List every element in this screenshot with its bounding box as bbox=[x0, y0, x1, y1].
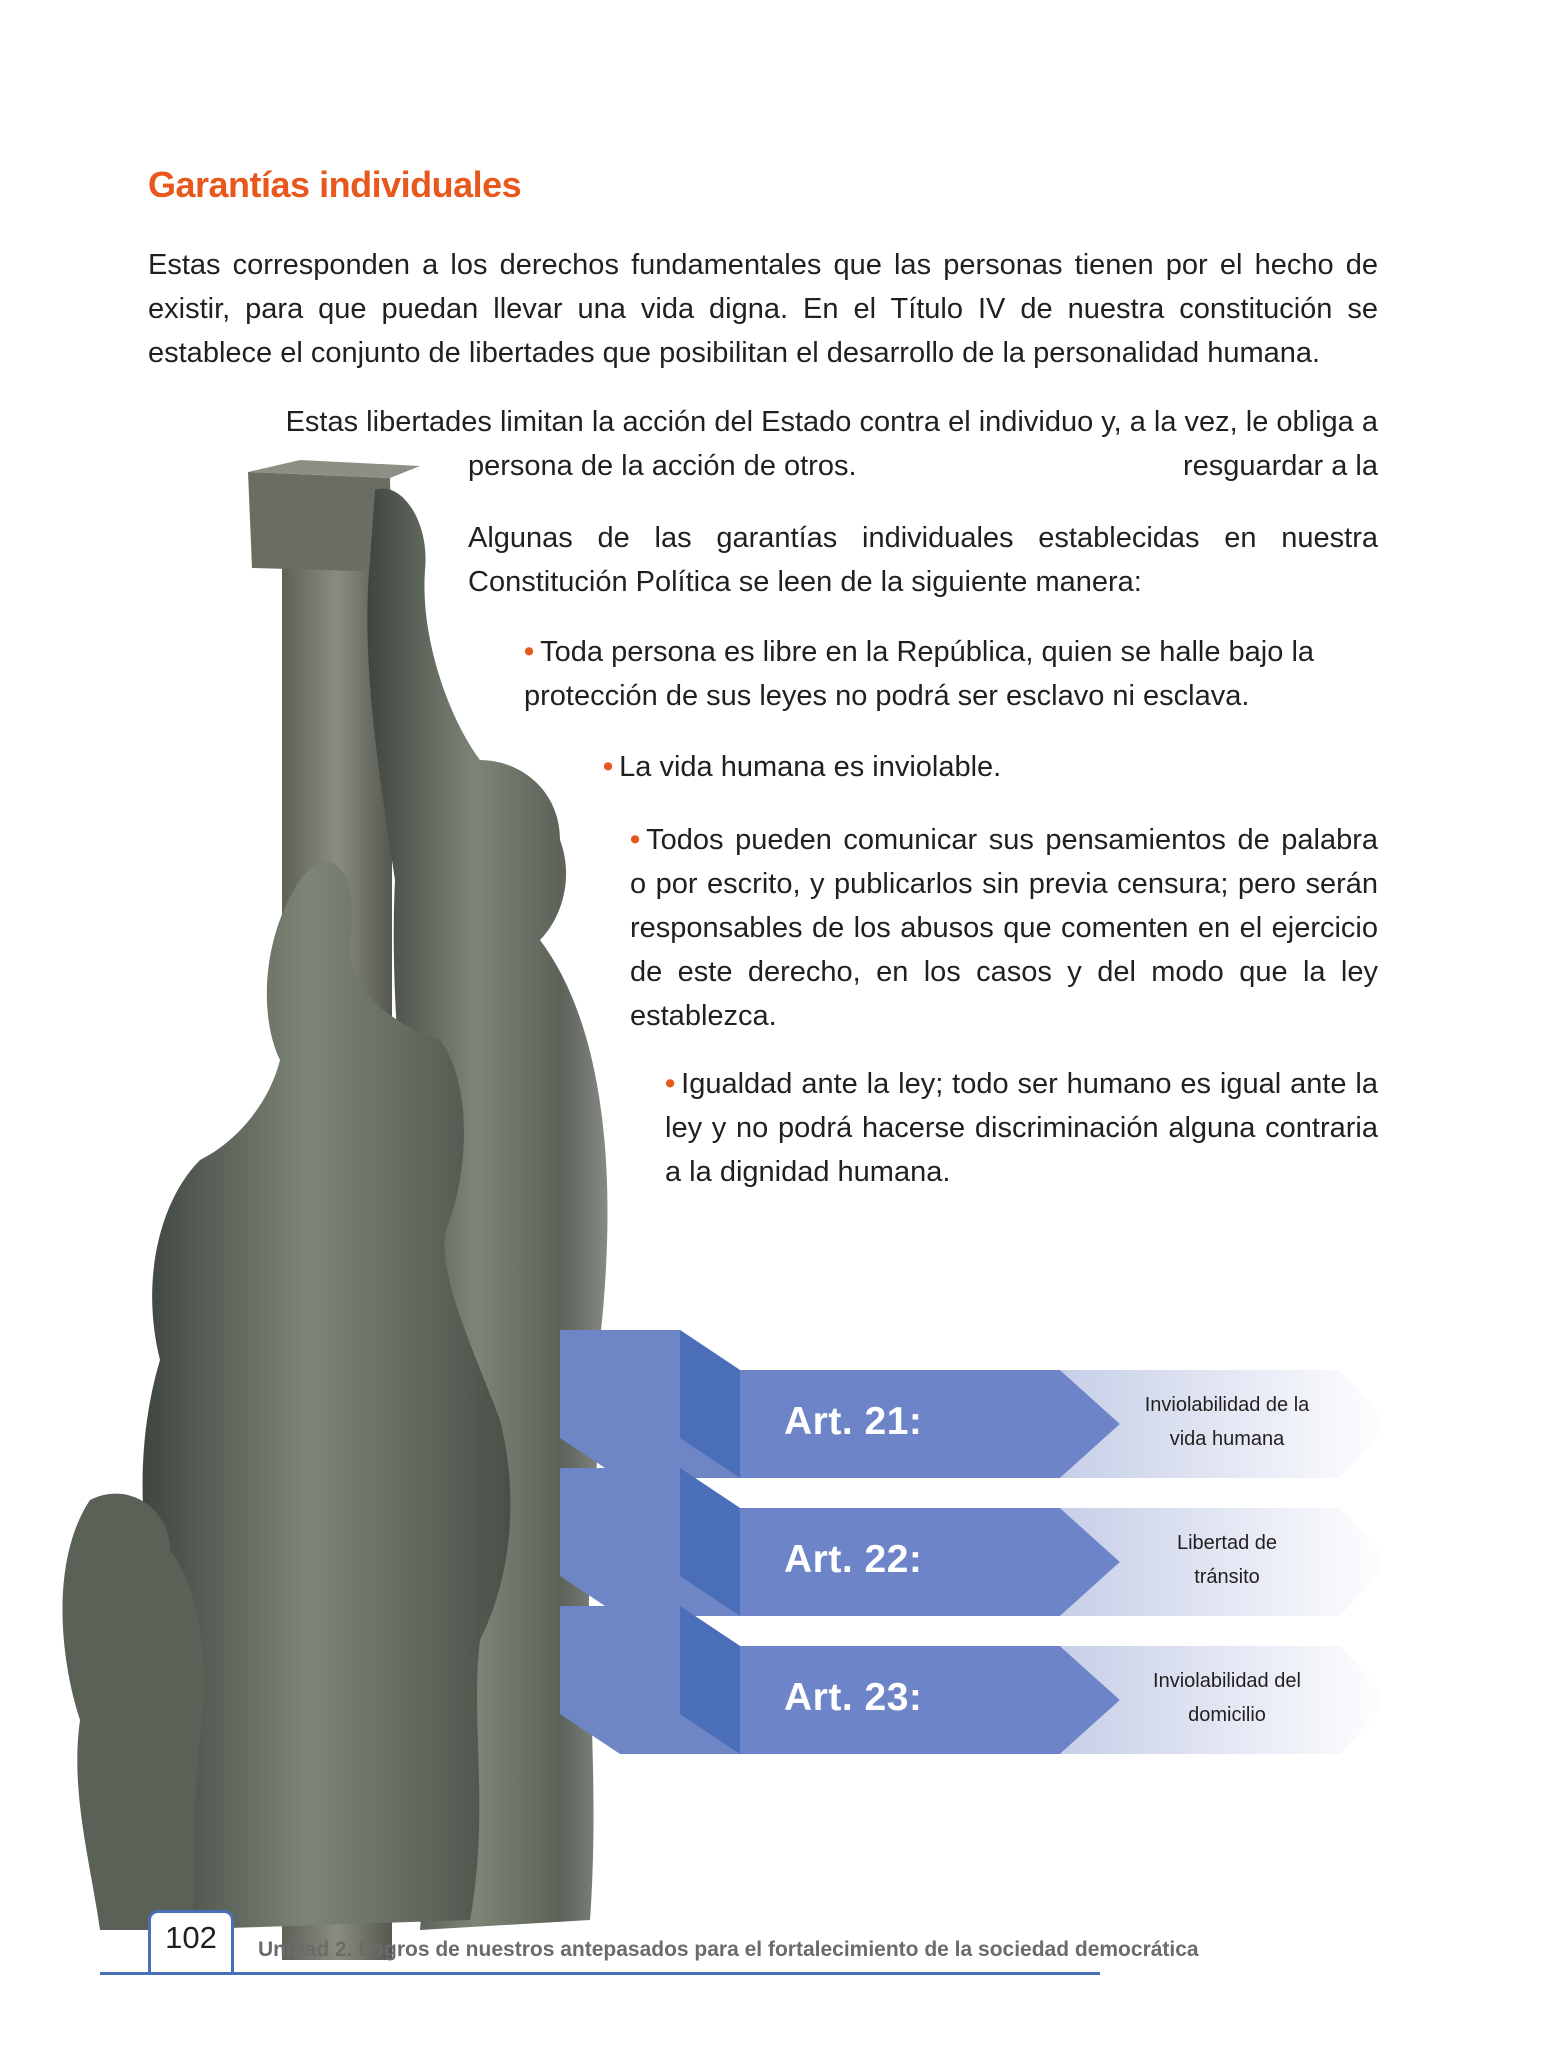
bullet-dot-icon: • bbox=[665, 1068, 676, 1100]
bullet-dot-icon: • bbox=[603, 751, 614, 783]
limits-paragraph-line2: persona de la acción de otros. bbox=[468, 450, 857, 482]
bullet-item: • Toda persona es libre en la República, quien se halle bajo la protección de sus leyes no podrá ser esclavo ni esclava. bbox=[524, 636, 1315, 712]
bullet-dot-icon: • bbox=[630, 824, 641, 856]
article-description: Libertad de tránsito bbox=[1176, 1532, 1278, 1588]
bullet-item: • Igualdad ante la ley; todo ser humano es igual ante la ley y no podrá hacerse discriminación alguna contraria a la dignidad humana. bbox=[665, 1068, 1378, 1188]
footer-rule bbox=[100, 1972, 1100, 1975]
unit-title: Unidad 2. Logros de nuestros antepasados para el fortalecimiento de la sociedad democrática bbox=[258, 1938, 1199, 1961]
article-description: Inviolabilidad de la vida humana bbox=[1144, 1394, 1310, 1450]
limits-paragraph-line1: Estas libertades limitan la acción del Estado contra el individuo y, a la vez, le obliga a resguardar a la bbox=[285, 406, 1378, 482]
bullet-item: • Todos pueden comunicar sus pensamientos de palabra o por escrito, y publicarlos sin previa censura; pero serán responsables de los abusos que comenten en el ejercicio de este derecho, en los casos y del modo que la ley establezca. bbox=[630, 824, 1378, 1032]
page-number: 102 bbox=[165, 1920, 217, 1955]
section-heading: Garantías individuales bbox=[148, 164, 522, 205]
guarantees-intro-paragraph: Algunas de las garantías individuales establecidas en nuestra Constitución Política se leen de la siguiente manera: bbox=[468, 522, 1378, 598]
article-description: Inviolabilidad del domicilio bbox=[1153, 1670, 1301, 1726]
article-label: Art. 21: bbox=[784, 1400, 923, 1443]
intro-paragraph: Estas corresponden a los derechos fundamentales que las personas tienen por el hecho de existir, para que puedan llevar una vida digna. En el Título IV de nuestra constitución se establece el conjunto de libertades que posibilitan el desarrollo de la personalidad humana. bbox=[148, 249, 1378, 369]
bullet-item: • La vida humana es inviolable. bbox=[603, 751, 1002, 783]
article-label: Art. 23: bbox=[784, 1676, 923, 1719]
article-label: Art. 22: bbox=[784, 1538, 923, 1581]
articles-diagram bbox=[560, 1330, 1380, 1890]
bullet-dot-icon: • bbox=[524, 636, 535, 668]
